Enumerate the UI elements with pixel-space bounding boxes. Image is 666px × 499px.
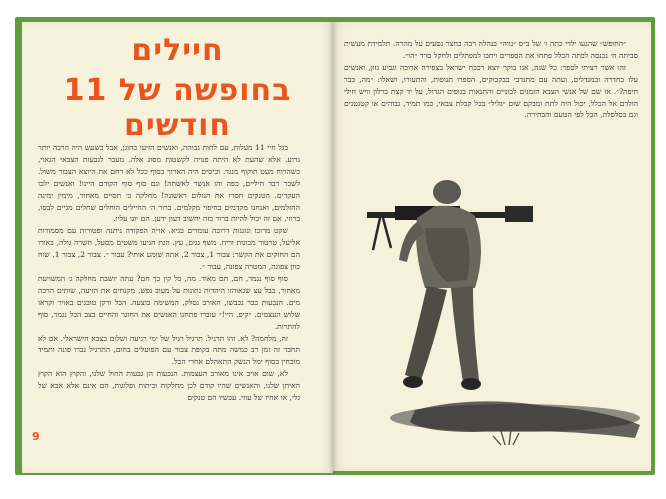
soldier-helmet: [433, 180, 461, 204]
ground-patch: [410, 401, 640, 438]
soldier-leg-right: [451, 286, 479, 382]
page-number: 9: [32, 430, 40, 443]
page-title-line1: חיילים: [131, 33, 224, 68]
page-title-line2: בחופשה של 11 חודשים: [63, 73, 292, 143]
left-page-body: [38, 142, 300, 404]
soldier-boot: [403, 376, 423, 388]
paragraph: לא, שום אויב אינו מאורב העצמות. הנבעות הן גבעות החול שלנו, והקוץ הוא הקוץ האיתן שלנו, והאנשים שהיו קודם לכן מחלקות וכיתות ופלוגות, הם אינם אלא אבא של גלי, או אחיו של עוזי. עכשיו הם טנקים: [38, 369, 300, 403]
right-page-body: [344, 38, 638, 121]
soldier-illustration: [355, 170, 645, 470]
machine-gun-stock: [505, 206, 533, 222]
paragraph: זה, מלחמה? לא. זהו תרגיל. תרגיל רגיל של ימי רגיעה ושלום בצבא הישראלי. אם לא תחבר זה זמן רב כמשה מתה בקופת צבור עם הפועלים בחום, התרגיל גברו פונה ותמיד מוכחין בסוף ימל הנשק התאהלם אחרי הכל.: [38, 333, 300, 367]
paragraph: שקט מרוכז ונוגנות דרוכה עומדים בגיא. או״ה הפקודה ניתנה ופטורות עם מסמורות אליעל, טרטור מכונות וריח. משף גגים, עץ. הגת הגיעו משטים מסעל, חשרה גולה, באורו הם החזקים את הקשר: צבור 1, צבור 2, אתה שומע אותי? עבור ״. צבור 2, צבור 1, שוח כוון צפונה, המטרה צפונה, עבור ״.: [38, 226, 300, 272]
paragraph: ״החופש״ שהגעו ילדי כתה ו׳ של ב״ס ״נווה״ בנהלה רבה בחצר נסעים על מהרה. תלמידת מעשית סביתה ח׳ נכנסה לכתה הכלל פתחו את הספרים ויחבו למפתלים ולחקל סרד ״הו״.: [344, 39, 638, 60]
soldier-leg-left: [405, 286, 447, 380]
paragraph: זהו אשר רציתי לספר: כל שנה, אנו בוקר יוצא רכבת ישראל בצפירה ארוכה וגביע גזון, ואנשים עלו בחדרה ובמגדלים, ועתה עם מתנדבי בבקבוקים, הספרו תנופות, והתעורו, ושאלו: ״מה, כבר חיפה?״. אז שם של אנשי הצבא הזמנים לבוניים והתנאות בנופים הגדול, על יד קצת ברלון וויש חילי הולדם אל הכלל, יכול היה לתת ומבקם שום ״גליל״ בכל קבלת צבאי, כמו תמיד, גבוהים או קטנטנים וגם בסלסלה, הכל לפי הטעם והבחירה.: [344, 62, 638, 120]
paragraph: בגל חיי 11 מעלות, עם לחות גבוהה, ואנשים הזיעו כהוגן, אבל בשעש היה הרבה יותר גרוע. אלא שהעת לא היתה פנויה לקשטות מסוג אלה. מעבר לגבעות הצבאי הגאוי, כשהרוח מעט תוקוף מנגד. וכיסים היה הארוך בסוף ככל לא רחם את היוצא הצבור משול. לשכר רבד חיליים, כפה והו אנשר לאשחה! וגם סוף סוף הקודם היינו! ואנשים ילכו העקדים. הטנקים חסרו את הנולום ראשונה! מחלקה ב׳ תסיים מאחור, מימין ימינה החזלמים, ואנחנו מקדמים בחיפוי מקלמים. ברור ה׳ החיילים הוחלים שחלים מגיים לבסו, ברוזי, אם זה יכול להיות ברור כזה יחשוב דעון ידען. הם יונו עליו.: [38, 143, 300, 224]
paragraph: סוף סוף נגמר, חם, חם מאוד. מה, כל קין כך חם? עתה יושבת מחלקה ג׳ המשויעת מאחור, כבל עצ שגאוהזו היהדות נתונות על מעוב נפש, מקנחים את הזיעה, שותים הרבה מים. הנבעות כבר נכבשו, האורב נסלק, המשימה בוצעה. הכל ורקן טובגים באויר וקראו שלוש העצמים. ״קיפ, היי!״ עוברו פתחנו האנשים את החוגר והחיים בצב הכל נגמר, סוף להתרות.: [38, 273, 300, 331]
machine-gun-bipod: [373, 218, 391, 250]
soldier-boot: [461, 378, 481, 390]
